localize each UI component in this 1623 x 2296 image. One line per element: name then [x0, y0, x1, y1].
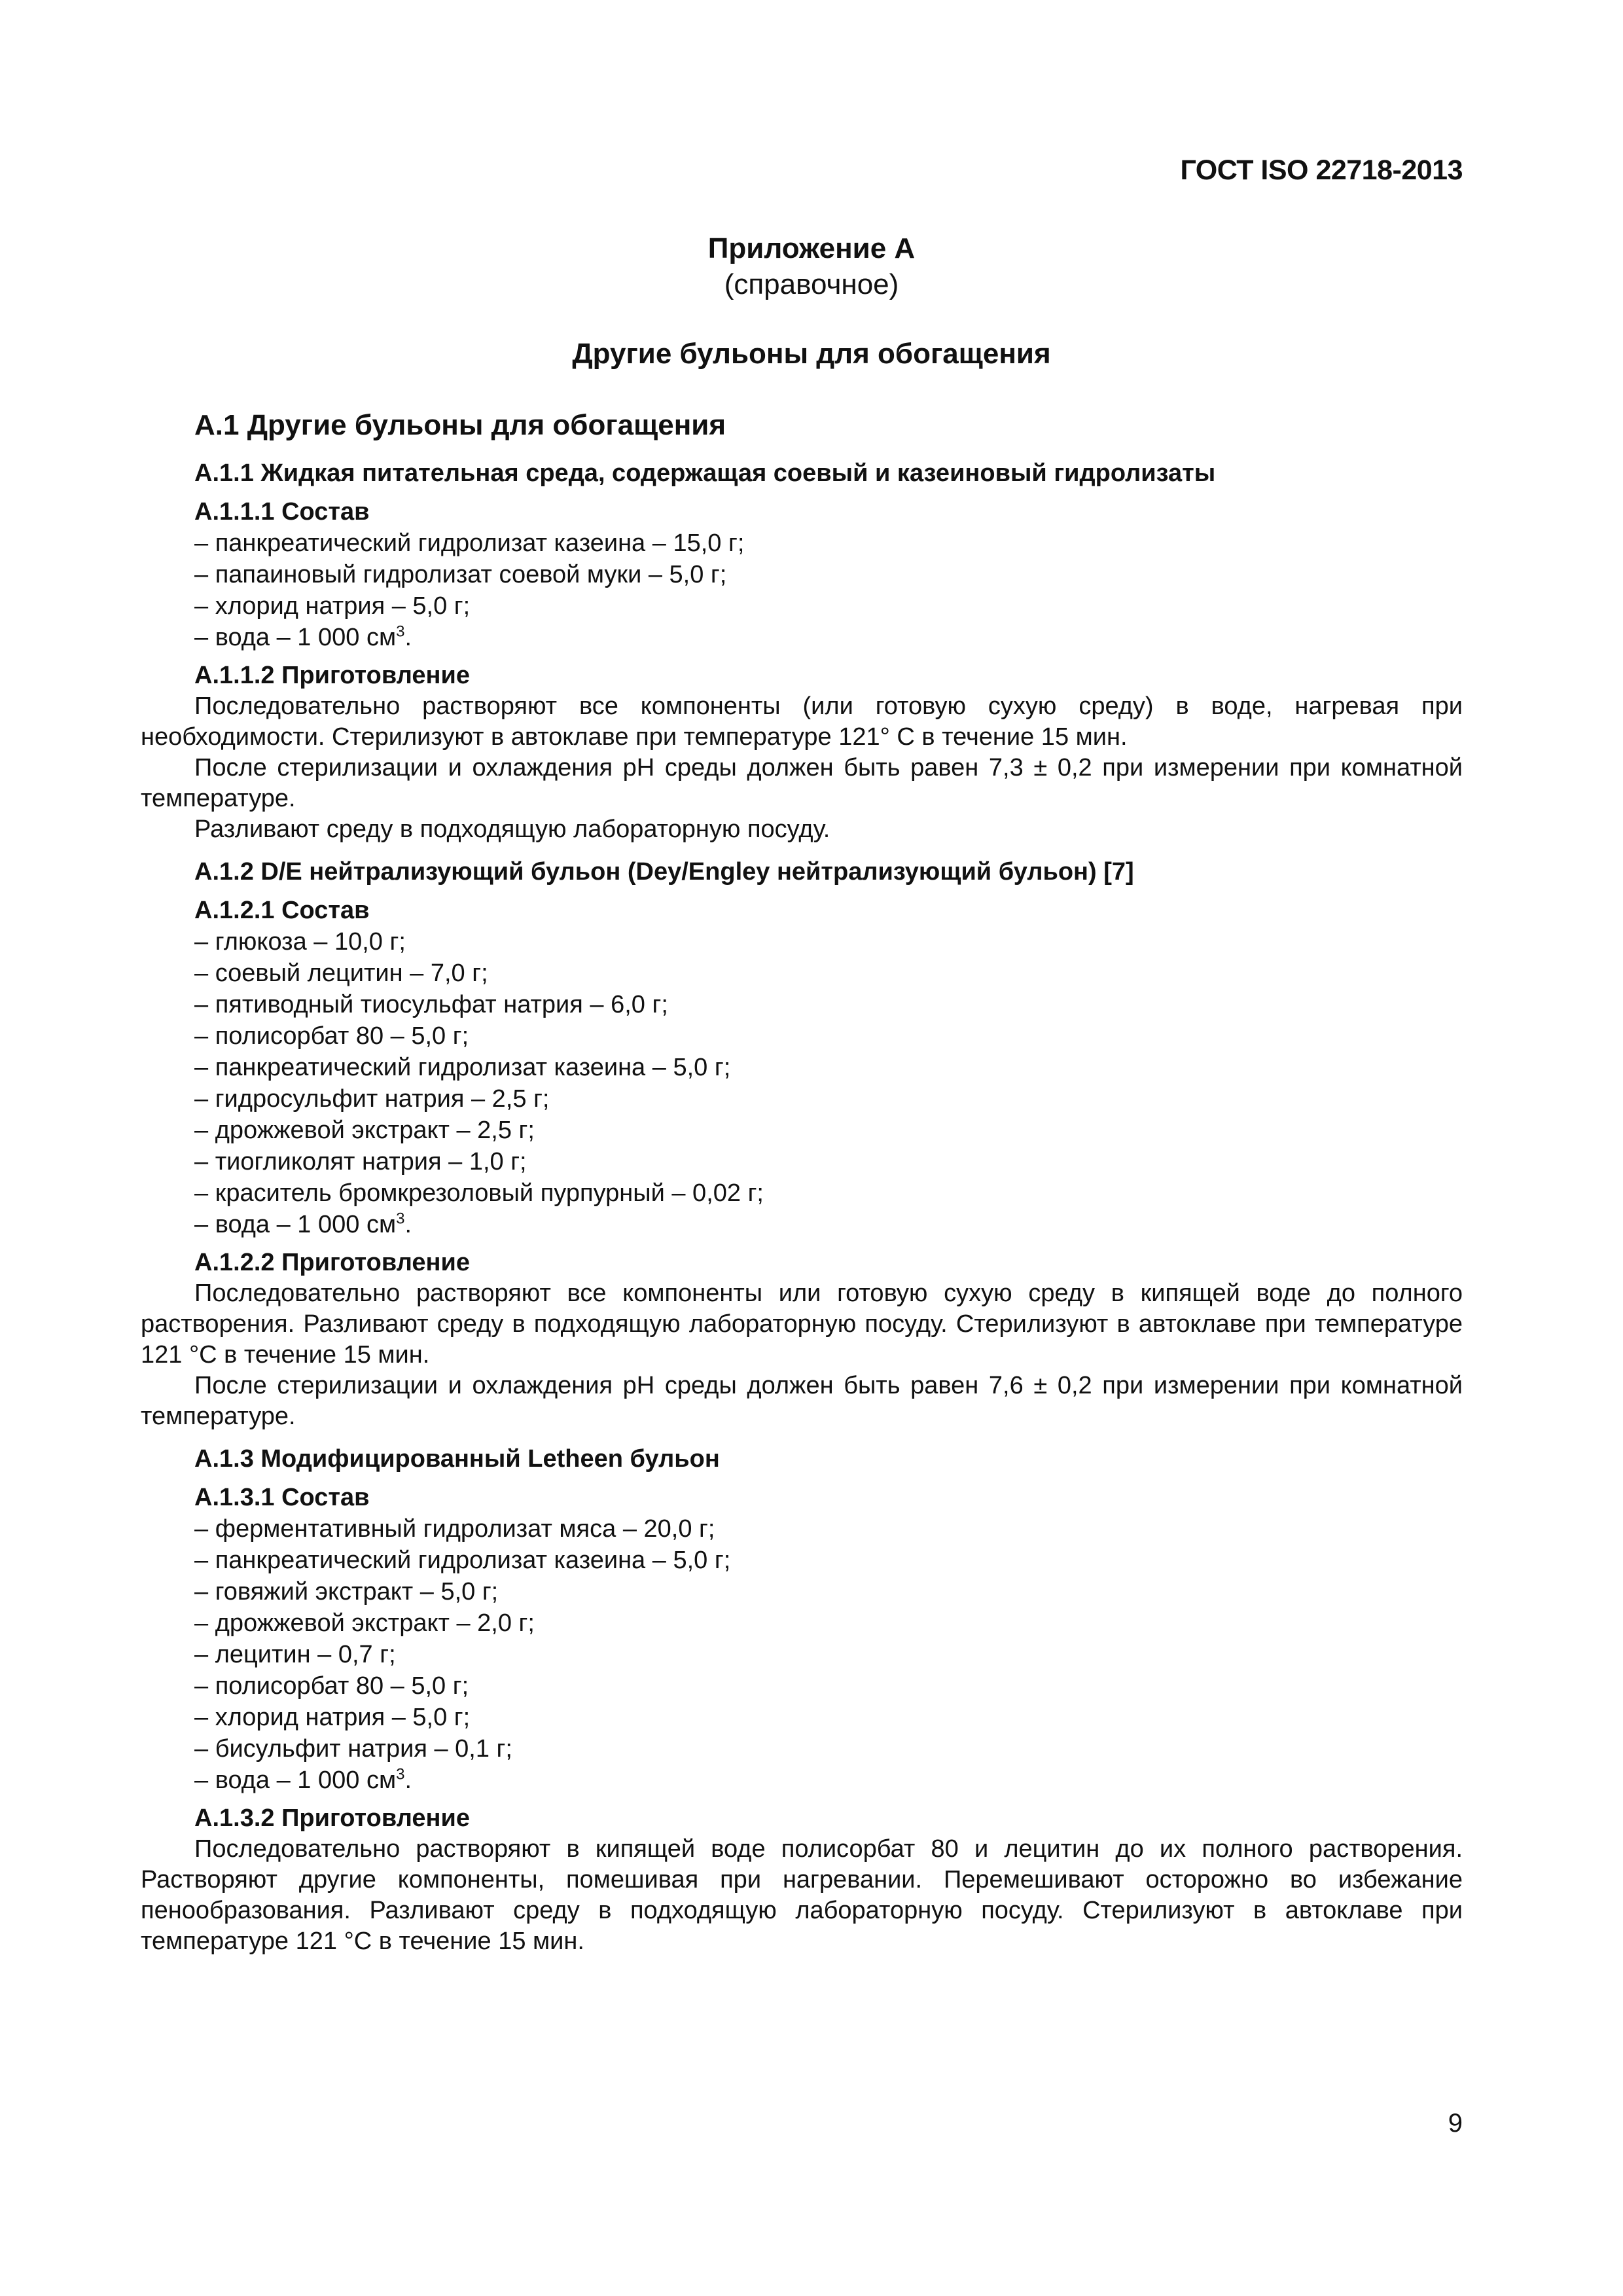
subsection-a-1-1	[141, 457, 1463, 845]
composition-title: А.1.2.1 Состав	[194, 897, 370, 924]
paragraph: После стерилизации и охлаждения рН среды должен быть равен 7,6 ± 0,2 при измерении при комнатной температуре.	[141, 1372, 1463, 1430]
list-item: – дрожжевой экстракт – 2,5 г;	[194, 1117, 535, 1144]
composition-title: А.1.1.1 Состав	[194, 498, 370, 526]
superscript: 3	[396, 1765, 405, 1784]
list-item: – папаиновый гидролизат соевой муки – 5,0 г;	[194, 561, 727, 588]
list-item: – гидросульфит натрия – 2,5 г;	[194, 1085, 550, 1113]
paragraph: Последовательно растворяют все компоненты или готовую сухую среду в кипящей воде до полного растворения. Разливают среду в подходящую лабораторную посуду. Стерилизуют в автоклаве при температуре 121 °С в течение 15 мин.	[141, 1280, 1463, 1369]
composition-title: А.1.3.1 Состав	[194, 1484, 370, 1511]
list-item: – говяжий экстракт – 5,0 г;	[194, 1578, 499, 1605]
list-item: – лецитин – 0,7 г;	[194, 1641, 396, 1668]
list-item: – панкреатический гидролизат казеина – 5,0 г;	[194, 1547, 731, 1574]
preparation-title: А.1.3.2 Приготовление	[194, 1804, 470, 1832]
list-item: – соевый лецитин – 7,0 г;	[194, 960, 488, 987]
composition-list	[141, 528, 1463, 653]
preparation-title: А.1.2.2 Приготовление	[194, 1249, 470, 1276]
annex-note: (справочное)	[724, 268, 899, 300]
subsection-title: А.1.3 Модифицированный Letheen бульон	[194, 1445, 720, 1473]
composition-list	[141, 1513, 1463, 1796]
superscript: 3	[396, 622, 405, 641]
list-item-end: .	[404, 1211, 412, 1238]
annex-title: Приложение А	[707, 232, 916, 264]
list-item	[194, 622, 1463, 653]
list-item: – дрожжевой экстракт – 2,0 г;	[194, 1609, 535, 1637]
list-item-text: – вода – 1 000 см	[194, 1767, 397, 1794]
document-body	[141, 407, 1463, 1957]
page-number: 9	[1448, 2109, 1463, 2138]
subsection-a-1-2	[141, 855, 1463, 1432]
superscript: 3	[396, 1210, 405, 1228]
list-item: – полисорбат 80 – 5,0 г;	[194, 1022, 469, 1050]
list-item	[194, 1209, 1463, 1240]
document-code: ГОСТ ISO 22718-2013	[1180, 154, 1463, 186]
list-item: – ферментативный гидролизат мяса – 20,0 г;	[194, 1515, 715, 1543]
list-item: – тиогликолят натрия – 1,0 г;	[194, 1148, 527, 1175]
subsection-title: А.1.2 D/E нейтрализующий бульон (Dey/Engley нейтрализующий бульон) [7]	[194, 858, 1134, 886]
list-item	[194, 1765, 1463, 1796]
paragraph: После стерилизации и охлаждения рН среды должен быть равен 7,3 ± 0,2 при измерении при комнатной температуре.	[141, 754, 1463, 812]
list-item: – пятиводный тиосульфат натрия – 6,0 г;	[194, 991, 668, 1018]
list-item-text: – вода – 1 000 см	[194, 1211, 397, 1238]
paragraph: Последовательно растворяют в кипящей воде полисорбат 80 и лецитин до их полного растворения. Растворяют другие компоненты, помешивая при нагревании. Перемешивают осторожно во избежание пенообразования. Разливают среду в подходящую лабораторную посуду. Стерилизуют в автоклаве при температуре 121 °С в течение 15 мин.	[141, 1835, 1463, 1955]
preparation-title: А.1.1.2 Приготовление	[194, 662, 470, 689]
list-item: – глюкоза – 10,0 г;	[194, 928, 406, 956]
list-item: – хлорид натрия – 5,0 г;	[194, 1704, 471, 1731]
paragraph: Последовательно растворяют все компоненты (или готовую сухую среду) в воде, нагревая при необходимости. Стерилизуют в автоклаве при температуре 121° С в течение 15 мин.	[141, 692, 1463, 751]
list-item: – бисульфит натрия – 0,1 г;	[194, 1735, 512, 1763]
composition-list	[141, 926, 1463, 1240]
section-title: А.1 Другие бульоны для обогащения	[194, 409, 726, 441]
subsection-title: А.1.1 Жидкая питательная среда, содержащая соевый и казеиновый гидролизаты	[194, 459, 1216, 487]
list-item: – краситель бромкрезоловый пурпурный – 0,02 г;	[194, 1179, 764, 1207]
subsection-a-1-3	[141, 1443, 1463, 1957]
list-item: – хлорид натрия – 5,0 г;	[194, 592, 471, 620]
list-item-end: .	[404, 1767, 412, 1794]
list-item: – полисорбат 80 – 5,0 г;	[194, 1672, 469, 1700]
paragraph: Разливают среду в подходящую лабораторную посуду.	[194, 816, 830, 843]
list-item: – панкреатический гидролизат казеина – 5,0 г;	[194, 1054, 731, 1081]
annex-heading: Другие бульоны для обогащения	[572, 338, 1051, 370]
list-item-end: .	[404, 624, 412, 651]
list-item: – панкреатический гидролизат казеина – 15,0 г;	[194, 529, 745, 557]
list-item-text: – вода – 1 000 см	[194, 624, 397, 651]
